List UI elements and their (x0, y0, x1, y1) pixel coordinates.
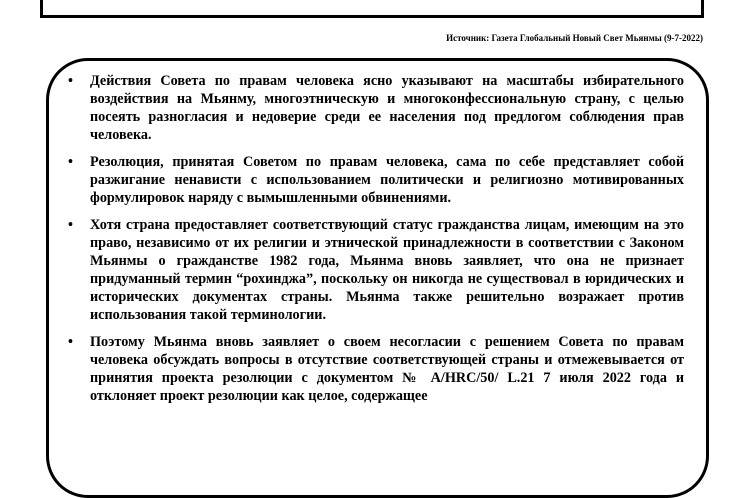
bullet-item (64, 72, 684, 144)
top-content-frame (40, 0, 704, 18)
bullet-list (64, 72, 684, 414)
bullet-text: Резолюция, принятая Советом по правам человека, сама по себе представляет собой разжигание ненависти с использованием политически и религиозно мотивированных формулировок наряду с вымышленными обвинениями. (90, 154, 684, 206)
bullet-dot-icon: • (68, 334, 73, 350)
bullet-dot-icon: • (68, 73, 73, 89)
bullet-text: Поэтому Мьянма вновь заявляет о своем несогласии с решением Совета по правам человека обсуждать вопросы в отсутствие соответствующей страны и отмежевывается от принятия проекта резолюции с документом № A/HRC/50/ L.21 7 июля 2022 года и отклоняет проект резолюции как целое, содержащее (90, 334, 684, 404)
bullet-item (64, 153, 684, 207)
bullet-item (64, 333, 684, 405)
bullet-text: Действия Совета по правам человека ясно указывают на масштабы избирательного воздействия на Мьянму, многоэтническую и многоконфессиональную страну, с целью посеять разногласия и недоверие среди ее населения под предлогом соблюдения прав человека. (90, 73, 684, 143)
source-caption: Источник: Газета Глобальный Новый Свет Мьянмы (9-7-2022) (446, 33, 703, 43)
bullet-text: Хотя страна предоставляет соответствующий статус гражданства лицам, имеющим на это право, независимо от их религии и этнической принадлежности в соответствии с Законом Мьянмы о гражданстве 1982 года, Мьянма вновь заявляет, что она не признает придуманный термин “рохинджа”, поскольку он никогда не существовал в юридических и исторических документах страны. Мьянма также решительно возражает против использования такой терминологии. (90, 217, 684, 323)
bullet-item (64, 216, 684, 324)
bullet-dot-icon: • (68, 217, 73, 233)
bullet-dot-icon: • (68, 154, 73, 170)
